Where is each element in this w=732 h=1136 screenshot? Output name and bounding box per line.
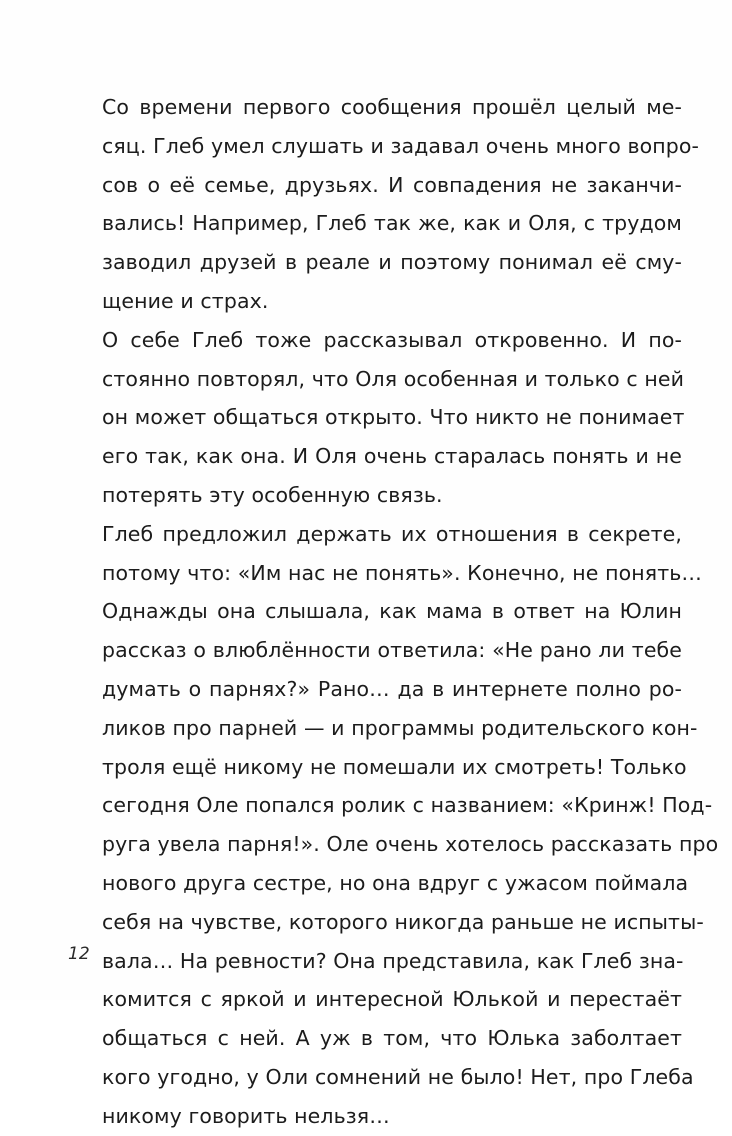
text-line: он может общаться открыто. Что никто не понимает	[102, 405, 685, 430]
text-line: заводил друзей в реале и поэтому понимал её сму-	[102, 250, 682, 275]
body-text	[102, 88, 719, 1136]
text-line: его так, как она. И Оля очень старалась понять и не	[102, 444, 682, 469]
text-line: руга увела парня!». Оле очень хотелось рассказать про	[102, 832, 719, 857]
page-number: 12	[68, 944, 90, 964]
text-line: вались! Например, Глеб так же, как и Оля, с трудом	[102, 211, 682, 236]
text-line: потому что: «Им нас не понять». Конечно, не понять…	[102, 560, 703, 585]
text-line: себя на чувстве, которого никогда раньше не испыты-	[102, 909, 704, 934]
text-line: щение и страх.	[102, 288, 269, 313]
text-line: сяц. Глеб умел слушать и задавал очень много вопро-	[102, 133, 700, 158]
text-line: сегодня Оле попался ролик с названием: «Кринж! Под-	[102, 793, 713, 818]
text-line: думать о парнях?» Рано… да в интернете полно ро-	[102, 676, 682, 701]
text-line: стоянно повторял, что Оля особенная и только с ней	[102, 366, 685, 391]
text-line: нового друга сестре, но она вдруг с ужасом поймала	[102, 870, 689, 895]
text-line: общаться с ней. А уж в том, что Юлька заболтает	[102, 1026, 682, 1051]
text-line: троля ещё никому не помешали их смотреть! Только	[102, 754, 687, 779]
text-line: сов о её семье, друзьях. И совпадения не заканчи-	[102, 172, 682, 197]
text-line: кого угодно, у Оли сомнений не было! Нет, про Глеба	[102, 1064, 694, 1089]
text-line: Глеб предложил держать их отношения в секрете,	[102, 521, 682, 546]
text-line: комится с яркой и интересной Юлькой и перестаёт	[102, 987, 682, 1012]
text-line: ликов про парней — и программы родительского кон-	[102, 715, 698, 740]
text-line: вала… На ревности? Она представила, как Глеб зна-	[102, 948, 684, 973]
text-line: О себе Глеб тоже рассказывал откровенно. И по-	[102, 327, 682, 352]
text-line: потерять эту особенную связь.	[102, 482, 443, 507]
text-line: Со времени первого сообщения прошёл целый ме-	[102, 95, 682, 119]
text-line: никому говорить нельзя…	[102, 1103, 390, 1128]
text-line: рассказ о влюблённости ответила: «Не рано ли тебе	[102, 638, 682, 663]
text-line: Однажды она слышала, как мама в ответ на Юлин	[102, 599, 682, 624]
